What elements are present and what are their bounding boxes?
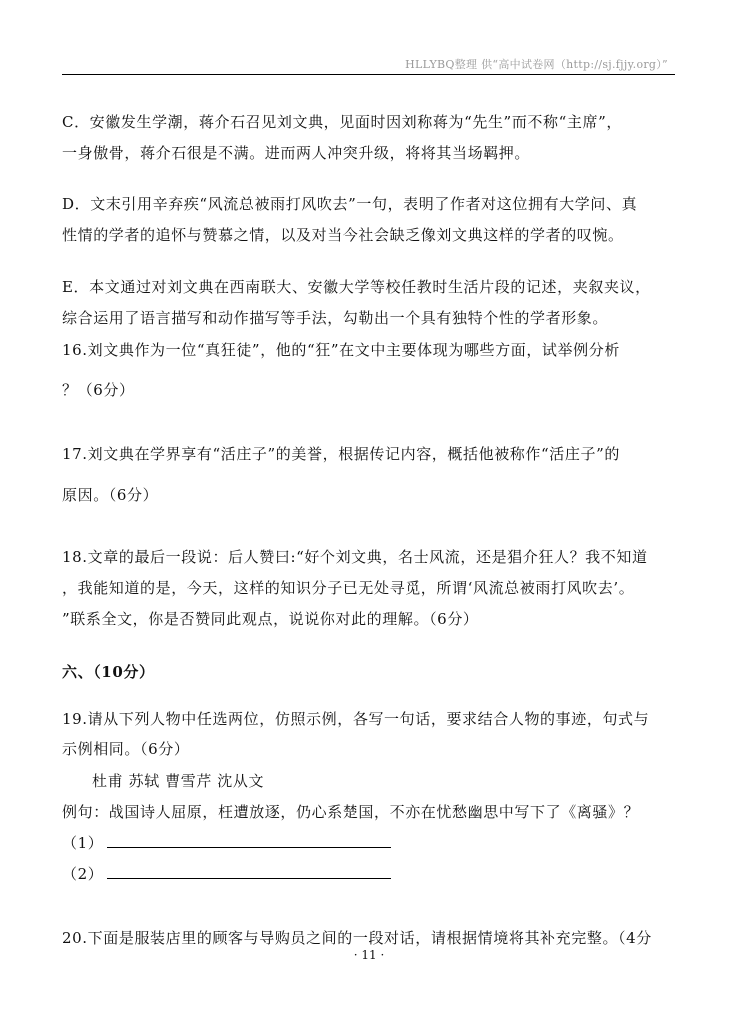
question-17-line-2: 原因。（6分） bbox=[62, 486, 159, 504]
question-19-line-1: 19.请从下列人物中任选两位，仿照示例，各写一句话，要求结合人物的事迹，句式与 bbox=[62, 710, 650, 728]
question-18-line-1: 18.文章的最后一段说：后人赞曰:“好个刘文典，名士风流，还是猖介狂人？我不知道 bbox=[62, 548, 648, 566]
header-rule bbox=[62, 74, 675, 75]
option-e-line-2: 综合运用了语言描写和动作描写等手法，勾勒出一个具有独特个性的学者形象。 bbox=[62, 309, 609, 327]
option-c-line-2: 一身傲骨，蒋介石很是不满。进而两人冲突升级，将将其当场羁押。 bbox=[62, 144, 531, 162]
answer-2-label: （2） bbox=[62, 865, 104, 883]
question-17-line-1: 17.刘文典在学界享有“活庄子”的美誉，根据传记内容，概括他被称作“活庄子”的 bbox=[62, 445, 620, 463]
option-d-line-1: D．文末引用辛弃疾“风流总被雨打风吹去”一句，表明了作者对这位拥有大学问、真 bbox=[62, 195, 638, 213]
question-19-line-2: 示例相同。（6分） bbox=[62, 740, 190, 758]
answer-line-2 bbox=[62, 864, 391, 884]
answer-2-blank[interactable] bbox=[107, 864, 391, 879]
section-6-heading: 六、（10分） bbox=[62, 663, 155, 681]
page-number: · 11 · bbox=[353, 948, 385, 962]
answer-line-1 bbox=[62, 833, 391, 853]
question-16-line-1: 16.刘文典作为一位“真狂徒”，他的“狂”在文中主要体现为哪些方面，试举例分析 bbox=[62, 341, 620, 359]
question-19-example: 例句：战国诗人屈原，枉遭放逐，仍心系楚国，不亦在忧愁幽思中写下了《离骚》？ bbox=[62, 803, 640, 821]
question-18-line-3: ”联系全文，你是否赞同此观点，说说你对此的理解。（6分） bbox=[62, 610, 479, 628]
question-20-line-1: 20.下面是服装店里的顾客与导购员之间的一段对话，请根据情境将其补充完整。（4分 bbox=[62, 929, 652, 947]
question-18-line-2: ，我能知道的是，今天，这样的知识分子已无处寻觅，所谓‘风流总被雨打风吹去’。 bbox=[62, 579, 635, 597]
option-e-line-1: E．本文通过对刘文典在西南联大、安徽大学等校任教时生活片段的记述，夹叙夹议， bbox=[62, 278, 651, 296]
answer-1-blank[interactable] bbox=[107, 833, 391, 848]
question-16-line-2: ？（6分） bbox=[62, 381, 135, 399]
option-d-line-2: 性情的学者的追怀与赞慕之情，以及对当今社会缺乏像刘文典这样的学者的叹惋。 bbox=[62, 226, 624, 244]
option-c-line-1: C．安徽发生学潮，蒋介石召见刘文典，见面时因刘称蒋为“先生”而不称“主席”， bbox=[62, 113, 622, 131]
header-text: HLLYBQ整理 供“高中试卷网（http://sj.fjjy.org）” bbox=[405, 58, 668, 71]
question-19-people: 杜甫 苏轼 曹雪芹 沈从文 bbox=[92, 772, 265, 790]
answer-1-label: （1） bbox=[62, 834, 104, 852]
